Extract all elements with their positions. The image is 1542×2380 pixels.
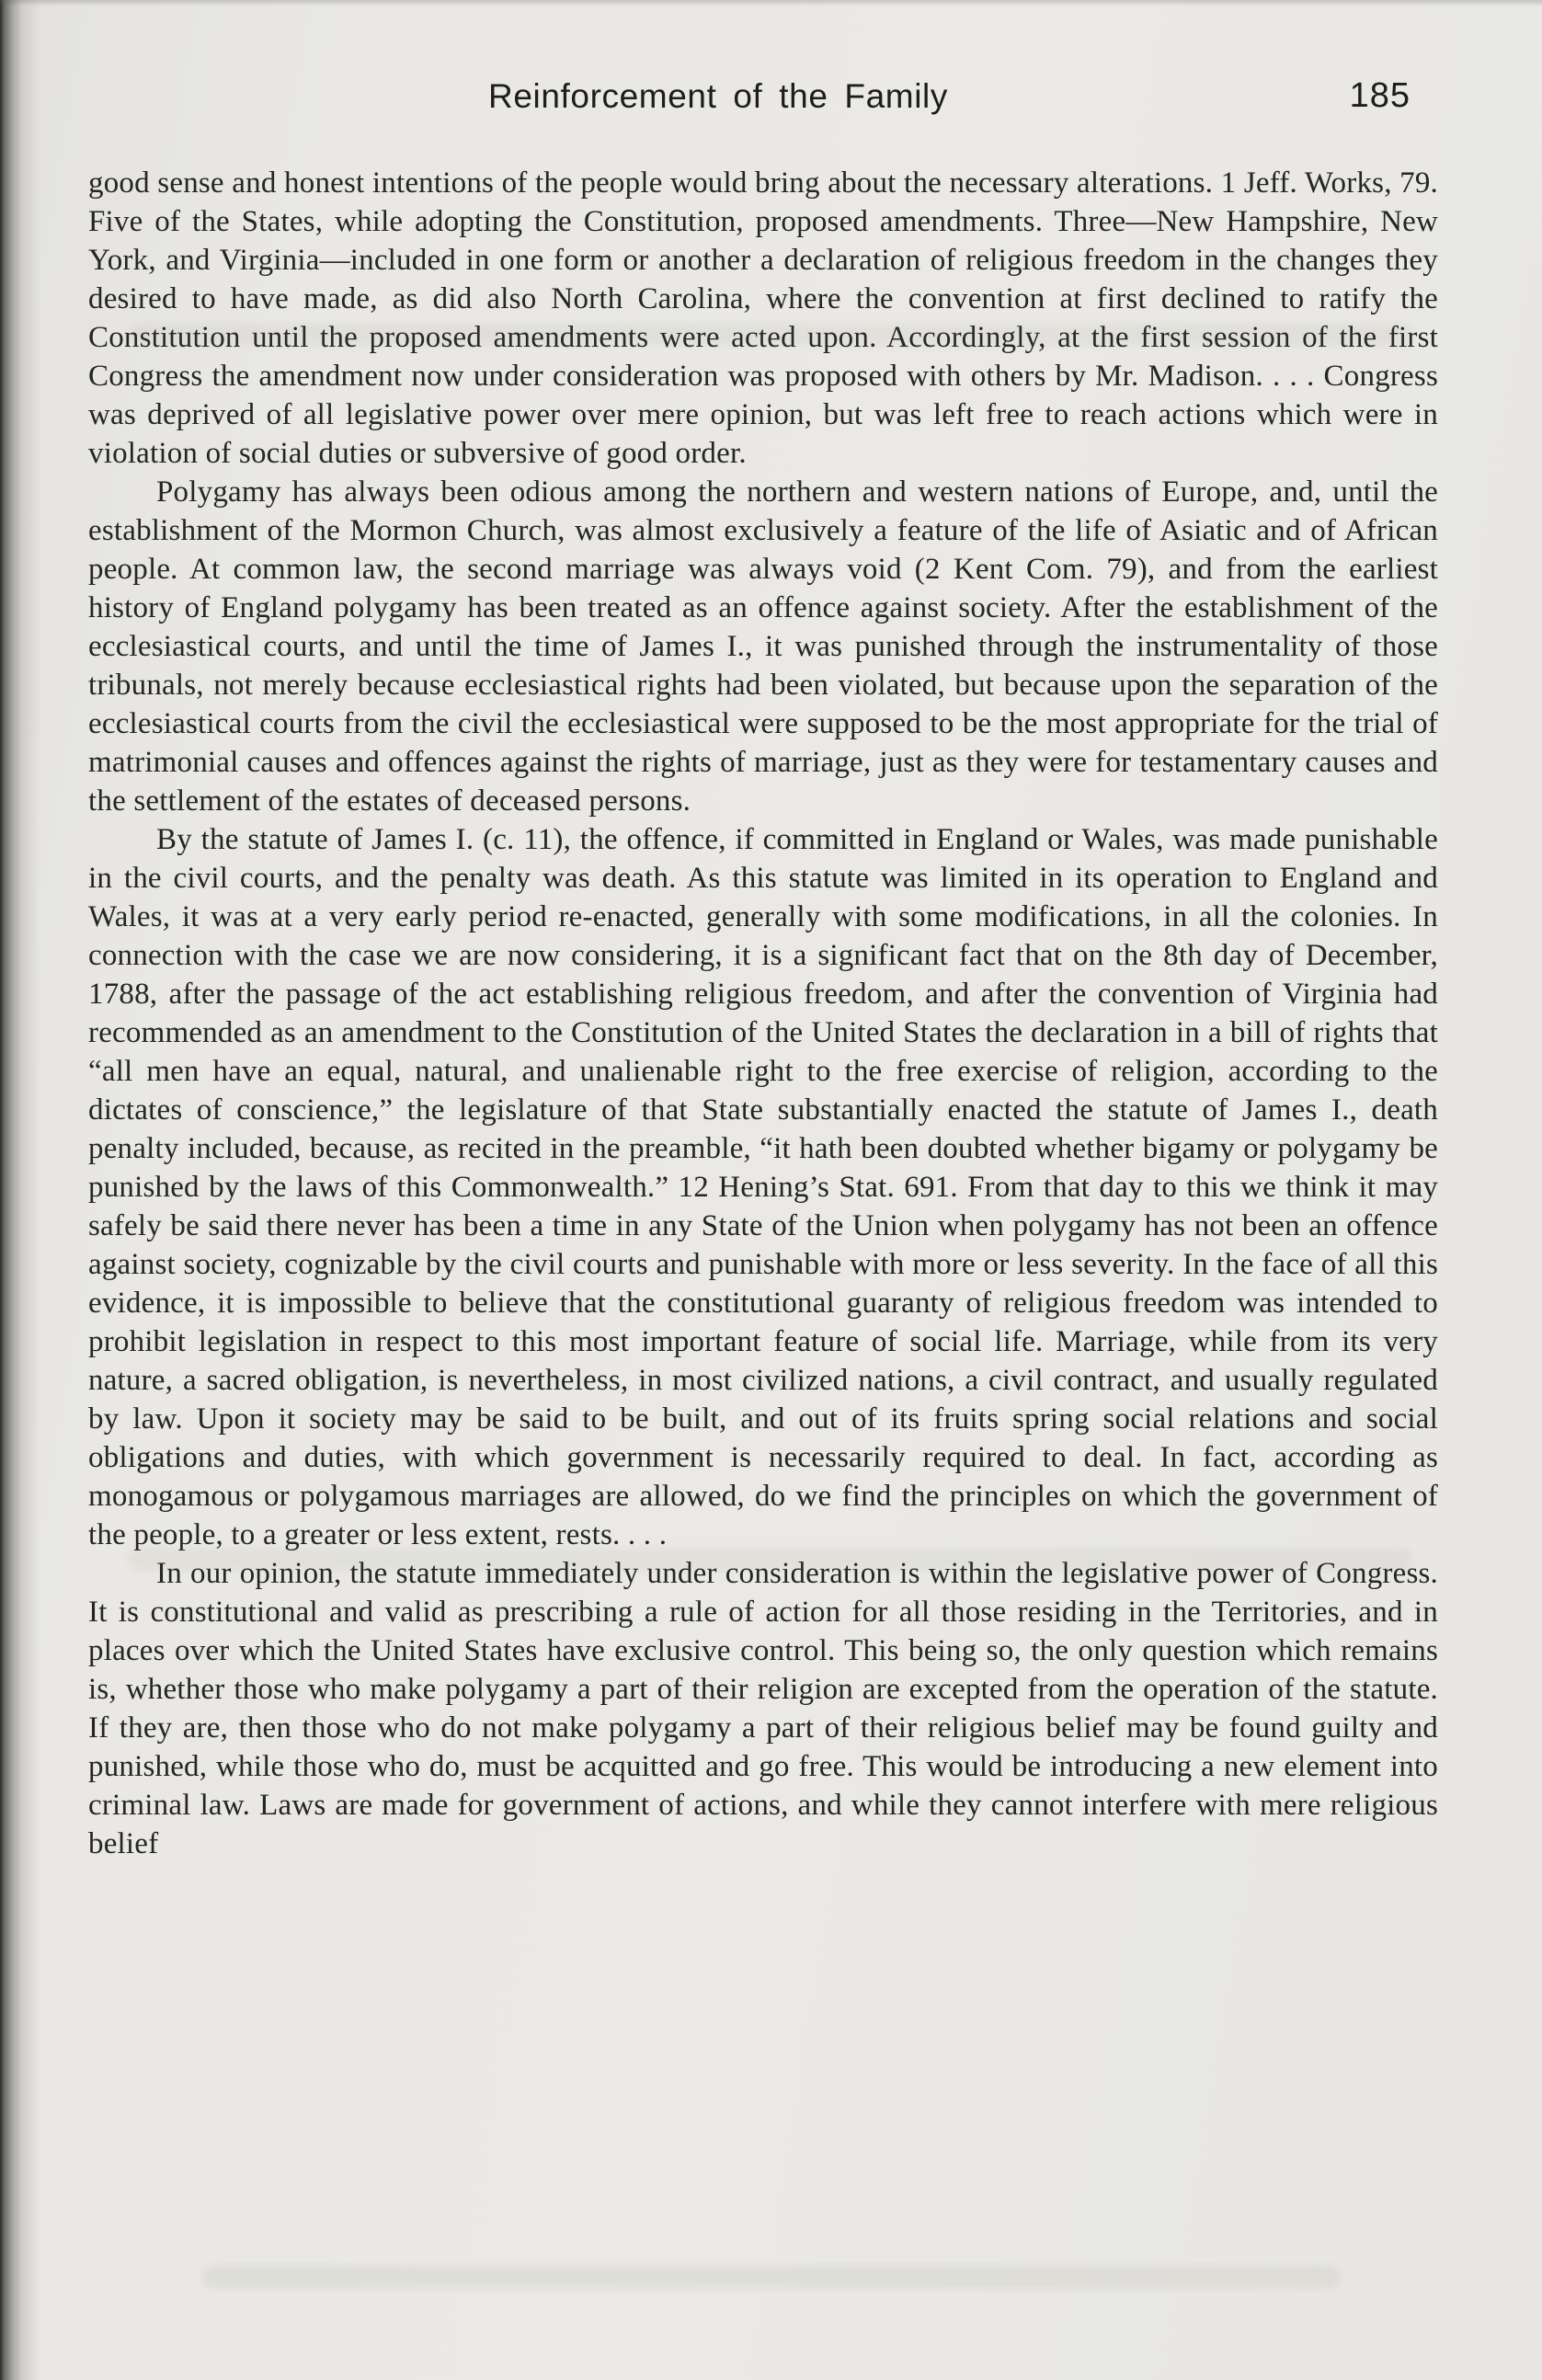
show-through-ghost [202, 2266, 1340, 2288]
body-text-block [88, 164, 1438, 1863]
paragraph-polygamy-odious: Polygamy has always been odious among the northern and western nations of Europe, and, until the establishment of the Mormon Church, was almost exclusively a feature of the life of Asiatic and of African people. At common law, the second marriage was always void (2 Kent Com. 79), and from the earliest history of England polygamy has been treated as an offence against society. After the establishment of the ecclesiastical courts, and until the time of James I., it was punished through the instrumentality of those tribunals, not merely because ecclesiastical rights had been violated, but because upon the separation of the ecclesiastical courts from the civil the ecclesiastical were supposed to be the most appropriate for the trial of matrimonial causes and offences against the rights of marriage, just as they were for testamentary causes and the settlement of the estates of deceased persons. [88, 475, 1438, 818]
paragraph-continuation: good sense and honest intentions of the people would bring about the necessary alterations. 1 Jeff. Works, 79. Five of the States, while adopting the Constitution, proposed amendments. Three—New Hampshire, New York, and Virginia—included in one form or another a declaration of religious freedom in the changes they desired to have made, as did also North Carolina, where the convention at first declined to ratify the Constitution until the proposed amendments were acted upon. Accordingly, at the first session of the first Congress the amendment now under consideration was proposed with others by Mr. Madison. . . . Congress was deprived of all legislative power over mere opinion, but was left free to reach actions which were in violation of social duties or subversive of good order. [88, 166, 1438, 470]
paragraph-statute-of-james: By the statute of James I. (c. 11), the offence, if committed in England or Wales, was made punishable in the civil courts, and the penalty was death. As this statute was limited in its operation to England and Wales, it was at a very early period re-enacted, generally with some modifications, in all the colonies. In connection with the case we are now considering, it is a significant fact that on the 8th day of December, 1788, after the passage of the act establishing religious freedom, and after the convention of Virginia had recommended as an amendment to the Constitution of the United States the declaration in a bill of rights that “all men have an equal, natural, and unalienable right to the free exercise of religion, according to the dictates of conscience,” the legislature of that State substantially enacted the statute of James I., death penalty included, because, as recited in the preamble, “it hath been doubted whether bigamy or polygamy be punished by the laws of this Commonwealth.” 12 Hening’s Stat. 691. From that day to this we think it may safely be said there never has been a time in any State of the Union when polygamy has not been an offence against society, cognizable by the civil courts and punishable with more or less severity. In the face of all this evidence, it is impossible to believe that the constitutional guaranty of religious freedom was intended to prohibit legislation in respect to this most important feature of social life. Marriage, while from its very nature, a sacred obligation, is nevertheless, in most civilized nations, a civil contract, and usually regulated by law. Upon it society may be said to be built, and out of its fruits spring social relations and social obligations and duties, with which government is necessarily required to deal. In fact, according as monogamous or polygamous marriages are allowed, do we find the principles on which the government of the people, to a greater or less extent, rests. . . . [88, 823, 1438, 1551]
paragraph-in-our-opinion: In our opinion, the statute immediately under consideration is within the legislative power of Congress. It is constitutional and valid as prescribing a rule of action for all those residing in the Territories, and in places over which the United States have exclusive control. This being so, the only question which remains is, whether those who make polygamy a part of their religion are excepted from the operation of the statute. If they are, then those who do not make polygamy a part of their religious belief may be found guilty and punished, while those who do, must be acquitted and go free. This would be introducing a new element into criminal law. Laws are made for government of actions, and while they cannot interfere with mere religious belief [88, 1557, 1438, 1860]
running-head-title: Reinforcement of the Family [488, 77, 948, 115]
running-head [92, 77, 1434, 121]
page-number: 185 [1349, 76, 1411, 115]
page-gutter-shadow [0, 0, 40, 2380]
page-top-edge-shadow [0, 0, 1542, 6]
